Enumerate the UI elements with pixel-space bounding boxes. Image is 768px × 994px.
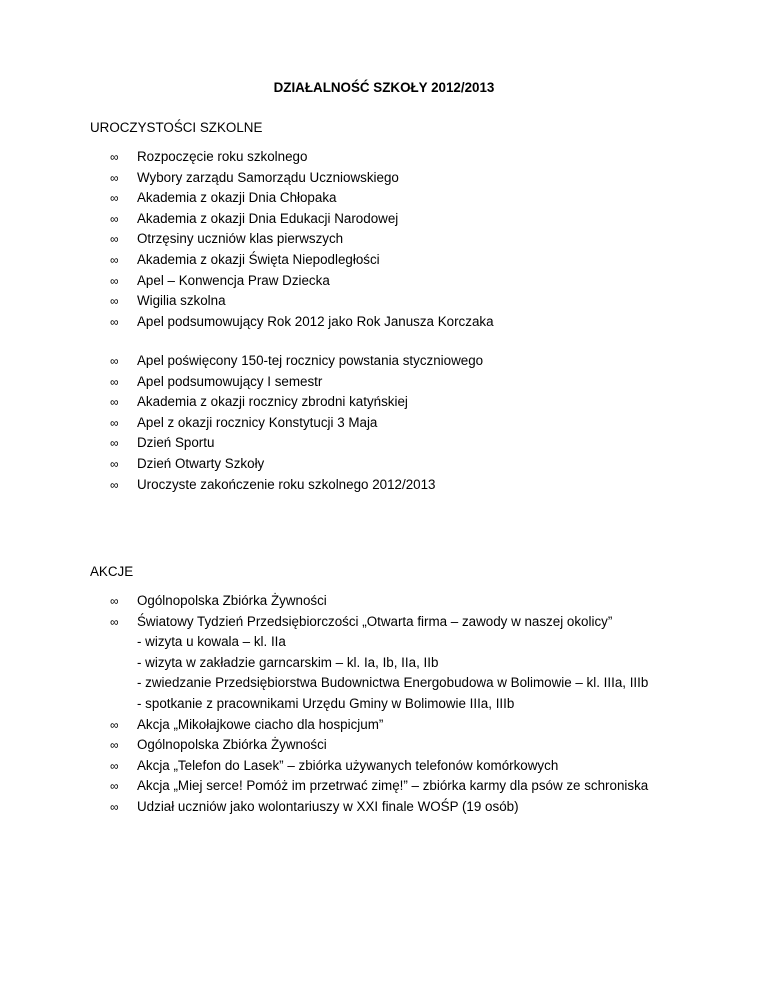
infinity-bullet-icon: ∞	[110, 779, 119, 794]
infinity-bullet-icon: ∞	[110, 211, 119, 226]
infinity-bullet-icon: ∞	[110, 252, 119, 267]
sub-item: - spotkanie z pracownikami Urzędu Gminy w Bolimowie IIIa, IIIb	[137, 695, 515, 711]
section-heading-ceremonies: UROCZYSTOŚCI SZKOLNE	[90, 120, 263, 135]
list-item-text: Uroczyste zakończenie roku szkolnego 2012/2013	[137, 476, 436, 492]
list-item-text: Otrzęsiny uczniów klas pierwszych	[137, 231, 344, 247]
infinity-bullet-icon: ∞	[110, 314, 119, 329]
list-item-text: Wybory zarządu Samorządu Uczniowskiego	[137, 169, 399, 185]
infinity-bullet-icon: ∞	[110, 799, 119, 814]
infinity-bullet-icon: ∞	[110, 170, 119, 185]
infinity-bullet-icon: ∞	[110, 354, 119, 368]
list-item-text: Apel poświęcony 150-tej rocznicy powstania styczniowego	[137, 353, 484, 368]
list-item-text: Ogólnopolska Zbiórka Żywności	[137, 737, 327, 753]
infinity-bullet-icon: ∞	[110, 273, 119, 288]
sub-item: - wizyta w zakładzie garncarskim – kl. Ia, Ib, IIa, IIb	[137, 654, 439, 670]
list-item	[0, 475, 768, 496]
infinity-bullet-icon: ∞	[110, 717, 119, 732]
infinity-bullet-icon: ∞	[110, 614, 119, 629]
list-item	[0, 756, 768, 777]
list-item-text: Światowy Tydzień Przedsiębiorczości „Otwarta firma – zawody w naszej okolicy”	[137, 613, 613, 629]
list-item-text: Wigilia szkolna	[137, 293, 226, 309]
list-item-text: Apel – Konwencja Praw Dziecka	[137, 272, 330, 288]
infinity-bullet-icon: ∞	[110, 594, 119, 608]
list-item	[0, 188, 768, 209]
infinity-bullet-icon: ∞	[110, 738, 119, 753]
list-item	[0, 454, 768, 475]
list-item-text: Akademia z okazji Święta Niepodległości	[137, 251, 380, 267]
list-item-text: Dzień Sportu	[137, 435, 215, 451]
list-item	[0, 291, 768, 312]
list-item	[0, 372, 768, 393]
list-item	[0, 735, 768, 756]
infinity-bullet-icon: ∞	[110, 232, 119, 247]
list-item-text: Akcja „Mikołajkowe ciacho dla hospicjum”	[137, 716, 384, 732]
list-item	[0, 776, 768, 797]
list-item-text: Akcja „Miej serce! Pomóż im przetrwać zimę!” – zbiórka karmy dla psów ze schroniska	[137, 778, 649, 794]
list-item-text: Akademia z okazji rocznicy zbrodni katyńskiej	[137, 394, 408, 410]
list-item	[0, 229, 768, 250]
ceremonies-list-2	[0, 351, 768, 495]
page-title: DZIAŁALNOŚĆ SZKOŁY 2012/2013	[273, 80, 495, 95]
list-item-text: Dzień Otwarty Szkoły	[137, 455, 265, 471]
list-item	[0, 797, 768, 818]
infinity-bullet-icon: ∞	[110, 415, 119, 430]
infinity-bullet-icon: ∞	[110, 758, 119, 773]
ceremonies-list-1	[0, 147, 768, 332]
list-item-text: Akademia z okazji Dnia Chłopaka	[137, 190, 337, 206]
infinity-bullet-icon: ∞	[110, 150, 119, 164]
list-item-text: Akademia z okazji Dnia Edukacji Narodowej	[137, 210, 399, 226]
list-item-text: Rozpoczęcie roku szkolnego	[137, 149, 308, 164]
infinity-bullet-icon: ∞	[110, 191, 119, 206]
infinity-bullet-icon: ∞	[110, 456, 119, 471]
list-item	[0, 392, 768, 413]
list-item	[0, 433, 768, 454]
infinity-bullet-icon: ∞	[110, 395, 119, 410]
list-item-text: Apel podsumowujący Rok 2012 jako Rok Janusza Korczaka	[137, 313, 494, 329]
list-item-text: Apel z okazji rocznicy Konstytucji 3 Maja	[137, 414, 378, 430]
sub-item: - zwiedzanie Przedsiębiorstwa Budownictwa Energobudowa w Bolimowie – kl. IIIa, IIIb	[137, 675, 649, 691]
list-item	[0, 209, 768, 230]
section-heading-actions: AKCJE	[90, 564, 134, 579]
infinity-bullet-icon: ∞	[110, 477, 119, 492]
list-item	[0, 312, 768, 333]
infinity-bullet-icon: ∞	[110, 294, 119, 309]
list-item	[0, 715, 768, 736]
sub-item: - wizyta u kowala – kl. IIa	[137, 634, 286, 650]
list-item	[0, 168, 768, 189]
list-item-text: Apel podsumowujący I semestr	[137, 373, 323, 389]
infinity-bullet-icon: ∞	[110, 374, 119, 389]
list-item-text: Akcja „Telefon do Lasek” – zbiórka używanych telefonów komórkowych	[137, 757, 559, 773]
list-item	[0, 271, 768, 292]
list-item	[0, 591, 768, 612]
list-item	[0, 413, 768, 434]
list-item-text: Udział uczniów jako wolontariuszy w XXI finale WOŚP (19 osób)	[137, 798, 519, 814]
list-item	[0, 351, 768, 372]
actions-list	[0, 591, 768, 818]
list-item-text: Ogólnopolska Zbiórka Żywności	[137, 593, 327, 608]
list-item	[0, 612, 768, 715]
list-item	[0, 250, 768, 271]
list-item	[0, 147, 768, 168]
infinity-bullet-icon: ∞	[110, 436, 119, 451]
